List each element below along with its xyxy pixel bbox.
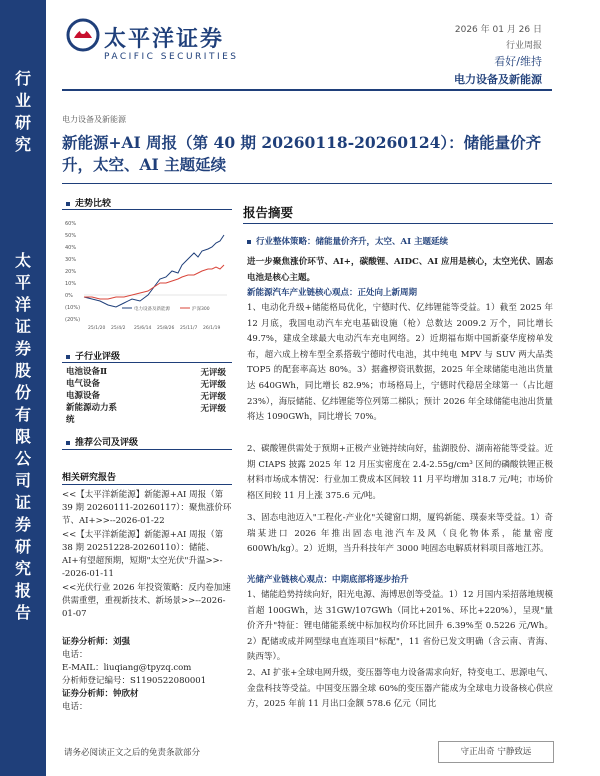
related-report-link[interactable]: <<【太平洋新能源】新能源+AI 周报（第 38 期 20251228-20260110）：储能、AI+有望超预期，短期"太空光伏"升温>>--2026-01-11 [62,530,224,579]
recommend-heading-text: 推荐公司及评级 [75,438,139,448]
sector-heading-text: 子行业评级 [75,352,121,362]
summary-paragraph: 3、固态电池迈入"工程化-产业化"关键窗口期，厦钨新能、璞泰来等受益。1）奇瑞某进口 2026 年推出固态电池汽车及风（良化物体系，能量密度 600Wh/kg）。2）近期，当升科技年产 3000 吨固态电解质材料项目落地江苏。 [247,513,553,555]
analyst-label: 证券分析师： [62,689,114,699]
sector-name: 电源设备 [66,391,101,401]
sector-row [66,402,226,426]
brand-name-en: PACIFIC SECURITIES [104,52,239,62]
industry-name: 电力设备及新能源 [454,73,542,86]
sector-heading [66,349,120,362]
sector-rating: 无评级 [200,392,226,402]
summary-divider [243,223,553,224]
x-tick: 26/1/19 [203,326,221,331]
sidebar-top-text: 行业研究 [14,69,31,154]
bullet-icon [66,441,70,445]
x-tick: 25/11/7 [180,326,198,331]
y-tick: 20% [65,269,77,275]
x-tick: 25/1/20 [88,326,106,331]
bullet-icon [66,202,70,206]
x-tick: 25/4/2 [111,326,126,331]
report-title: 新能源+AI 周报（第 40 期 20260118-20260124）：储能量价齐升，太空、AI 主题延续 [62,133,542,174]
strategy-text: 储能量价齐升，太空、AI 主题延续 [315,237,449,247]
related-report-link[interactable]: <<光伏行业 2026 年投资策略：反内卷加速供需重塑，重视新技术、新场景>>--2026-01-07 [62,583,231,619]
brand-name-cn: 太平洋证券 [104,27,225,52]
analyst-email[interactable]: E-MAIL：liuqiang@tpyzq.com [62,663,192,673]
title-divider [62,183,552,184]
trend-divider [62,209,232,210]
footer-disclaimer: 请务必阅读正文之后的免责条款部分 [64,748,201,758]
analyst-name: 刘强 [113,637,131,647]
analyst-block [62,636,232,714]
x-tick: 25/6/14 [134,326,152,331]
sector-rating: 无评级 [200,404,226,414]
y-tick: (10%) [65,305,81,311]
summary-paragraph: 进一步聚焦涨价环节、AI+，碳酸锂、AIDC、AI 应用是核心，太空光伏、固态电池是核心主题。 [247,257,553,283]
y-tick: (20%) [65,317,81,323]
sector-rating: 无评级 [200,368,226,378]
industry-rating: 看好/维持 [494,55,542,68]
legend-label-hs300: 沪深300 [192,307,210,312]
sector-row [66,366,226,378]
y-tick: 50% [65,233,77,239]
report-date: 2026 年 01 月 26 日 [454,25,542,35]
footer-motto: 守正出奇 宁静致远 [438,741,554,763]
bullet-icon [66,355,70,359]
sector-table [66,366,226,426]
summary-paragraph: 2、AI 扩张+全球电网升级，变压器等电力设备需求向好，特变电工、思源电气、金盘科技等受益。中国变压器全球 60%的变压器产能成为全球电力设备核心供应方，2025 年前 11 月出口金额 578.6 亿元（同比 [247,668,553,710]
analyst-phone: 电话： [62,650,88,660]
breadcrumb: 电力设备及新能源 [62,115,126,124]
sidebar-bottom-text: 太平洋证券股份有限公司证券研究报告 [14,251,31,622]
summary-title: 报告摘要 [243,205,294,220]
y-tick: 30% [65,257,77,263]
analyst-label: 证券分析师： [62,637,114,647]
sector-row [66,390,226,402]
related-divider [62,484,232,485]
sector-name: 电气设备 [66,379,101,389]
sector-divider [62,362,232,363]
sector-name: 新能源动力系统 [66,403,118,425]
legend [122,305,210,312]
related-report-link[interactable]: <<【太平洋新能源】新能源+AI 周报（第 39 期 20260111-20260117）：聚焦涨价环节、AI+>>--2026-01-22 [62,490,232,526]
analyst-name: 钟欣材 [113,689,139,699]
y-tick: 0% [65,293,73,299]
pacific-logo-icon [66,18,100,52]
legend-label-sector: 电力设备及新能源 [134,307,170,312]
report-type: 行业周报 [505,41,542,51]
y-tick: 10% [65,281,77,287]
left-sidebar [0,0,46,776]
sector-row [66,378,226,390]
bullet-icon [247,240,251,244]
analyst-phone: 电话： [62,702,88,712]
summary-paragraph: 1、储能趋势持续向好，阳光电源、海博思创等受益。1）12 月国内采招落地规模首超 100GWh，达 31GW/107GWh（同比+201%、环比+220%），呈现"量价齐升"特征：锂电储能系统中标加权均价环比回升 6.39%至 0.5226 元/Wh。2）配储或成并网型绿电直连项目"标配"，11 省份已发文明确（含云南、青海、陕西等）。 [247,590,553,663]
analyst-reg-no: 分析师登记编号：S1190522080001 [62,676,207,686]
x-tick: 25/8/26 [157,326,175,331]
trend-chart [62,213,232,333]
strategy-line [247,235,553,251]
sector-rating: 无评级 [200,380,226,390]
related-heading: 相关研究报告 [62,473,117,483]
y-tick: 60% [65,221,77,227]
subheading-solar-storage: 光储产业链核心观点：中期底部将逐步抬升 [247,575,409,585]
y-tick: 40% [65,245,77,251]
summary-paragraph: 1、电动化升级+储能格局优化，宁德时代、亿纬锂能等受益。1）截至 2025 年 12 月底，我国电动汽车充电基础设施（枪）总数达 2009.2 万个，同比增长 49.7%，建成全球最大电动汽车充电网络。2）近期福布斯中国新豪华度榜单发布，超六成上榜车型全系搭载宁德时代电池，其中纯电 MPV 与 SUV 两大品类 TOP5 的配套率高达 80%。3）据鑫椤资讯数据，2025 年全球储能电池出货量达 640GWh，同比增长 82.9%；市场格局上，宁德时代稳居全球第一（占比超 23%），海辰储能、亿纬锂能等位列第二梯队；预计 2026 年全球储能电池出货量将达 1090GWh，同比增长 70%。 [247,303,553,423]
strategy-label: 行业整体策略： [256,237,316,247]
series-line-hs300 [84,265,224,299]
trend-heading [66,196,111,209]
header-divider [62,89,552,91]
related-list [62,489,232,621]
summary-paragraph: 2、碳酸锂供需处于预期+正极产业链持续向好，盐湖股份、湖南裕能等受益。近期 CIAPS 披露 2025 年 12 月压实密度在 2.4-2.55g/cm³ 区间的磷酸铁锂正极材料市场成本情况：行业加工费成本区间较 11 月平均增加 318.7 元/吨；市场价格区间较 11 月上涨 375.6 元/吨。 [247,444,553,501]
recommend-heading [66,435,138,448]
trend-heading-text: 走势比较 [75,199,112,209]
recommend-divider [62,449,232,450]
subheading-ev: 新能源汽车产业链核心观点：正处向上新周期 [247,288,418,298]
sector-name: 电池设备Ⅱ [66,367,108,377]
